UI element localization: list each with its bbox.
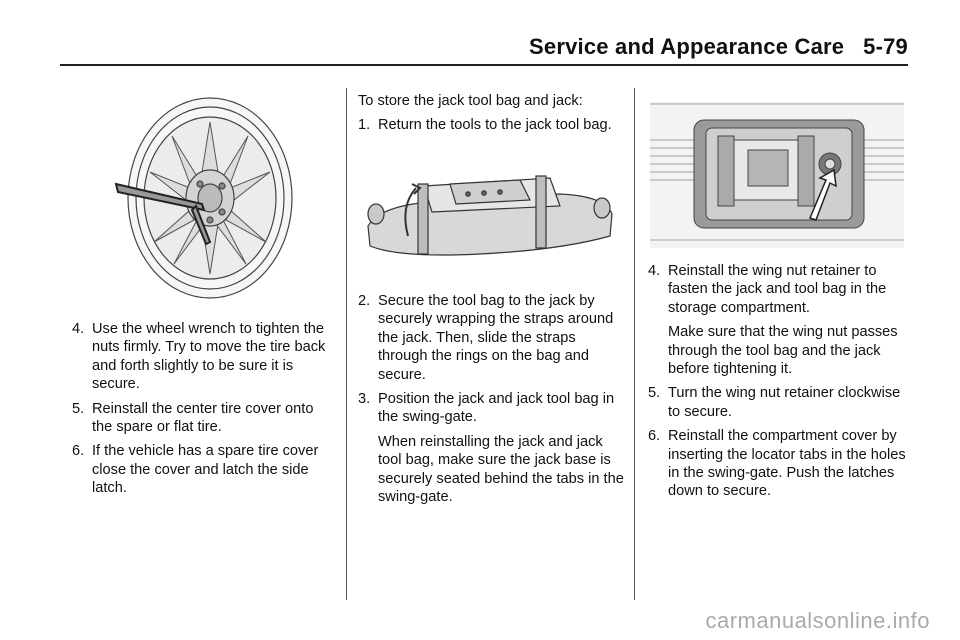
step-number: 4. <box>72 321 85 337</box>
section-title: Service and Appearance Care <box>529 34 845 59</box>
step-number: 5. <box>72 400 85 417</box>
column-divider <box>634 88 635 600</box>
list-item <box>648 427 916 501</box>
step-text: Reinstall the compartment cover by inserting the locator tabs in the holes in the swing-gate. Push the latches down to secure. <box>668 428 906 500</box>
step-number: 3. <box>358 391 371 408</box>
page-title <box>529 34 908 60</box>
page-header <box>0 0 960 68</box>
list-item <box>72 320 337 394</box>
column-1-text <box>72 320 337 498</box>
column-3-text <box>648 262 916 501</box>
step-text: If the vehicle has a spare tire cover close the cover and latch the side latch. <box>92 443 319 497</box>
watermark: carmanualsonline.info <box>705 608 930 633</box>
step-note: When reinstalling the jack and jack tool bag, make sure the jack base is securely seated behind the tabs in the swing-gate. <box>378 433 624 506</box>
column-2-top-text <box>358 92 626 135</box>
step-number: 5. <box>648 385 661 402</box>
list-item <box>72 400 337 437</box>
step-text: Reinstall the wing nut retainer to fasten the jack and tool bag in the storage compartment. <box>668 263 887 316</box>
step-text: Reinstall the center tire cover onto the spare or flat tire. <box>92 400 314 436</box>
column-2-bottom-text <box>358 292 626 512</box>
step-text: Position the jack and jack tool bag in the swing-gate. <box>378 391 615 426</box>
storage-compartment-illustration <box>648 100 906 250</box>
step-number: 4. <box>648 263 661 279</box>
list-item <box>648 262 916 317</box>
header-rule <box>60 64 908 66</box>
intro-text: To store the jack tool bag and jack: <box>358 93 583 109</box>
list-item <box>72 442 337 497</box>
step-note: Make sure that the wing nut passes through the tool bag and the jack before tightening it. <box>668 324 898 378</box>
wheel-wrench-illustration <box>110 92 300 304</box>
list-item <box>648 384 916 421</box>
step-text: Secure the tool bag to the jack by securely wrapping the straps around the jack. Then, slide the straps through the rings on the bag and secure. <box>378 293 614 383</box>
page-number: 5-79 <box>863 34 908 59</box>
list-item <box>358 390 626 427</box>
step-number: 6. <box>648 428 661 445</box>
step-text: Use the wheel wrench to tighten the nuts firmly. Try to move the tire back and forth slightly to be sure it is secure. <box>92 321 326 393</box>
step-number: 6. <box>72 443 85 460</box>
step-text: Return the tools to the jack tool bag. <box>378 117 612 134</box>
step-number: 1. <box>358 117 371 134</box>
list-item <box>358 292 626 384</box>
column-divider <box>346 88 347 600</box>
list-item <box>358 116 626 134</box>
step-text: Turn the wing nut retainer clockwise to secure. <box>668 385 901 420</box>
jack-tool-bag-illustration <box>360 166 620 266</box>
step-number: 2. <box>358 293 371 309</box>
